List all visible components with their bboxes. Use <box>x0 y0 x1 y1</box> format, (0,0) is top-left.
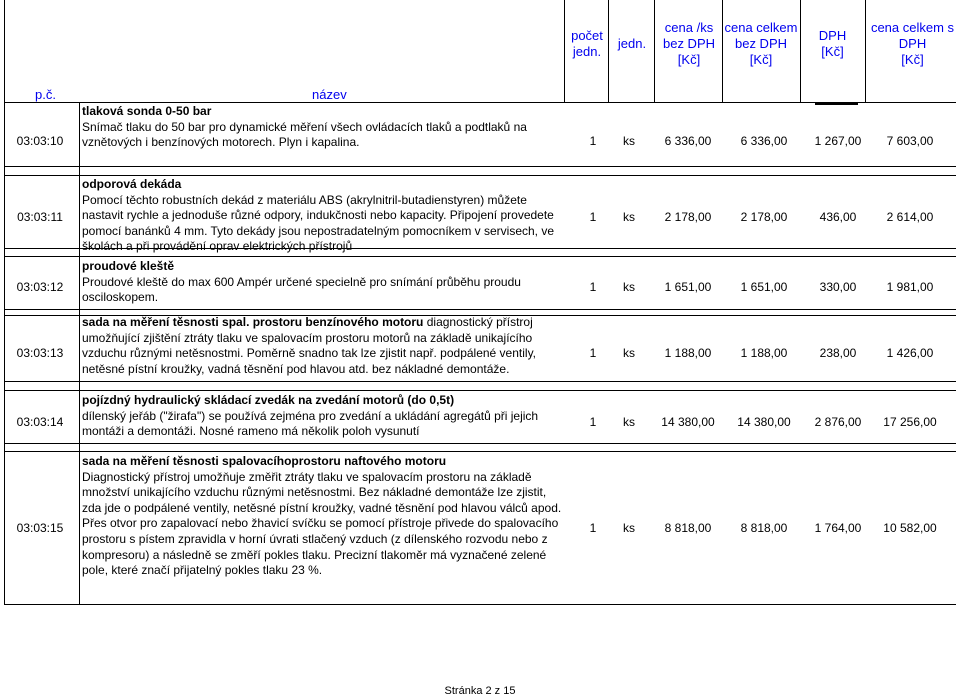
header-line: jedn. <box>572 44 602 59</box>
row-divider <box>4 443 956 444</box>
header-line: jedn. <box>617 36 647 51</box>
row-description <box>82 104 572 151</box>
row-code: 03:03:12 <box>16 280 64 294</box>
row-description <box>82 454 572 579</box>
header-line: [Kč] <box>821 44 844 59</box>
header-line: [Kč] <box>901 52 924 67</box>
row-line: kompresoru) a následně se změří pokles tlaku. Precizní tlakoměr má vyznačené zelené <box>82 547 547 562</box>
row-title <box>82 259 572 275</box>
row-line: vznětových i benzínových motorech. Plyn i kapalina. <box>82 135 360 150</box>
row-line: nastavit rychle a jednoduše různé odpory, indukčnosti nebo kapacity. Připojení provedete <box>82 208 554 223</box>
cell-unit: ks <box>623 415 635 429</box>
row-code: 03:03:15 <box>16 521 64 535</box>
cell-unit: ks <box>623 134 635 148</box>
header-line: cena /ks <box>664 20 714 35</box>
cell-qty: 1 <box>589 346 597 360</box>
cell-total-vat: 7 603,00 <box>886 134 934 148</box>
row-divider <box>4 604 956 605</box>
cell-total-vat: 10 582,00 <box>883 521 937 535</box>
row-code: 03:03:13 <box>16 346 64 360</box>
grid-line <box>654 0 655 102</box>
row-divider <box>4 256 956 257</box>
header-line: cena celkem <box>724 20 798 35</box>
row-line: Diagnostický přístroj umožňuje změřit ztráty tlaku ve spalovacím prostoru na základě <box>82 469 532 484</box>
row-line: umožňující zjištění ztráty tlaku ve spalovacím prostoru motorů na základě unikajícího <box>82 330 533 345</box>
row-code: 03:03:10 <box>16 134 64 148</box>
row-description <box>82 177 572 255</box>
cell-total-vat: 2 614,00 <box>886 210 934 224</box>
cell-total: 6 336,00 <box>740 134 788 148</box>
row-line: množství unikajícího vzduchu různými netěsnostmi. Bez nákladné demontáže lze zjistit, <box>82 485 547 500</box>
row-code: 03:03:11 <box>17 210 63 224</box>
grid-line <box>608 0 609 102</box>
grid-line <box>564 0 565 102</box>
row-title-text: proudové kleště <box>82 259 175 273</box>
row-line: Přes otvor pro zapalovací nebo žhavicí svíčku se pomocí přístroje přivede do spalovacího <box>82 516 559 531</box>
cell-price: 14 380,00 <box>661 415 715 429</box>
column-header-pocet <box>566 28 608 60</box>
row-line: netěsné pístní kroužky, vadná těsnění pod hlavou atd. bez nákladné demontáže. <box>82 361 510 376</box>
row-line: školách a při provádění oprav elektrických přístrojů <box>82 239 353 254</box>
page-footer: Stránka 2 z 15 <box>444 685 516 697</box>
row-line: Pomocí těchto robustních dekád z materiálu ABS (akrylnitril-butadienstyren) můžete <box>82 192 527 207</box>
row-code: 03:03:14 <box>16 415 64 429</box>
cell-unit: ks <box>623 280 635 294</box>
cell-price: 2 178,00 <box>664 210 712 224</box>
row-line: prostoru s pístem zpravidla v horní úvrati stlačený vzduch (z dílenského rozvodu nebo z <box>82 531 548 546</box>
cell-vat: 1 267,00 <box>814 134 862 148</box>
cell-qty: 1 <box>589 210 597 224</box>
row-title <box>82 177 572 193</box>
row-description <box>82 315 572 377</box>
row-title <box>82 315 572 331</box>
row-divider <box>4 175 956 176</box>
header-line: bez DPH <box>662 36 716 51</box>
column-header-cena-ks <box>656 20 722 68</box>
column-header-pc: p.č. <box>35 87 56 102</box>
cell-vat: 1 764,00 <box>814 521 862 535</box>
cell-qty: 1 <box>589 280 597 294</box>
row-title-rest: diagnostický přístroj <box>423 315 533 329</box>
header-line: [Kč] <box>677 52 701 67</box>
cell-vat: 330,00 <box>819 280 857 294</box>
row-divider <box>4 102 956 103</box>
row-title-text: tlaková sonda 0-50 bar <box>82 104 212 118</box>
column-header-cena-s-dph <box>865 20 960 68</box>
row-line: dílenský jeřáb ("žirafa") se používá zejména pro zvedání a ukládání agregátů při jejich <box>82 408 539 423</box>
row-line: Proudové kleště do max 600 Ampér určené specielně pro snímání průběhu proudu <box>82 274 521 289</box>
cell-total: 1 651,00 <box>740 280 788 294</box>
cell-unit: ks <box>623 521 635 535</box>
cell-vat: 238,00 <box>819 346 857 360</box>
row-title-text: sada na měření těsnosti spal. prostoru benzínového motoru <box>82 315 424 329</box>
row-divider <box>4 451 956 452</box>
row-title-text: pojízdný hydraulický skládací zvedák na zvedání motorů (do 0,5t) <box>82 393 455 407</box>
row-line: montáži a demontáži. Nosné rameno má několik poloh vysunutí <box>82 424 420 439</box>
cell-total-vat: 1 426,00 <box>886 346 934 360</box>
row-line: pole, které značí přijatelný pokles tlaku 23 %. <box>82 563 323 578</box>
row-divider <box>4 381 956 382</box>
cell-total: 14 380,00 <box>737 415 791 429</box>
row-divider <box>4 166 956 167</box>
cell-price: 6 336,00 <box>664 134 712 148</box>
row-line: vzduchu různými netěsnostmi. Poměrně snadno tak lze zjistit např. podpálené ventily, <box>82 346 537 361</box>
row-line: osciloskopem. <box>82 290 159 305</box>
cell-vat: 436,00 <box>819 210 857 224</box>
row-description <box>82 393 572 440</box>
cell-unit: ks <box>623 210 635 224</box>
cell-vat: 2 876,00 <box>814 415 862 429</box>
header-line: DPH <box>818 28 847 43</box>
cell-price: 8 818,00 <box>664 521 712 535</box>
cell-total-vat: 17 256,00 <box>883 415 937 429</box>
row-line: pomocí banánků 4 mm. Tyto dekády jsou nepostradatelným pomocníkem v servisech, ve <box>82 223 555 238</box>
column-header-cena-celkem <box>722 20 800 68</box>
row-divider <box>815 103 858 105</box>
cell-total: 8 818,00 <box>740 521 788 535</box>
cell-total: 2 178,00 <box>740 210 788 224</box>
column-header-nazev: název <box>312 87 347 102</box>
cell-qty: 1 <box>589 415 597 429</box>
cell-qty: 1 <box>589 521 597 535</box>
cell-unit: ks <box>623 346 635 360</box>
column-header-dph <box>800 28 865 60</box>
row-line: zda jde o podpálené ventily, netěsné pístní kroužky, vadné těsnění pod hlavou válců apod. <box>82 500 562 515</box>
column-header-jedn <box>610 36 654 52</box>
header-line: cena celkem s <box>870 20 955 35</box>
cell-total-vat: 1 981,00 <box>886 280 934 294</box>
cell-price: 1 651,00 <box>664 280 712 294</box>
grid-line <box>4 0 5 605</box>
header-line: počet <box>571 28 603 43</box>
row-line: Snímač tlaku do 50 bar pro dynamické měření všech ovládacích tlaků a podtlaků na <box>82 119 527 134</box>
row-title <box>82 393 572 409</box>
row-title <box>82 454 572 470</box>
row-title-text: sada na měření těsnosti spalovacíhoprostoru naftového motoru <box>82 454 447 468</box>
row-description <box>82 259 572 306</box>
cell-price: 1 188,00 <box>664 346 712 360</box>
header-line: [Kč] <box>749 52 773 67</box>
header-line: bez DPH <box>734 36 788 51</box>
row-title <box>82 104 572 120</box>
cell-qty: 1 <box>589 134 597 148</box>
cell-total: 1 188,00 <box>740 346 788 360</box>
row-divider <box>4 390 956 391</box>
header-line: DPH <box>898 36 927 51</box>
row-title-text: odporová dekáda <box>82 177 182 191</box>
row-divider <box>4 309 956 310</box>
